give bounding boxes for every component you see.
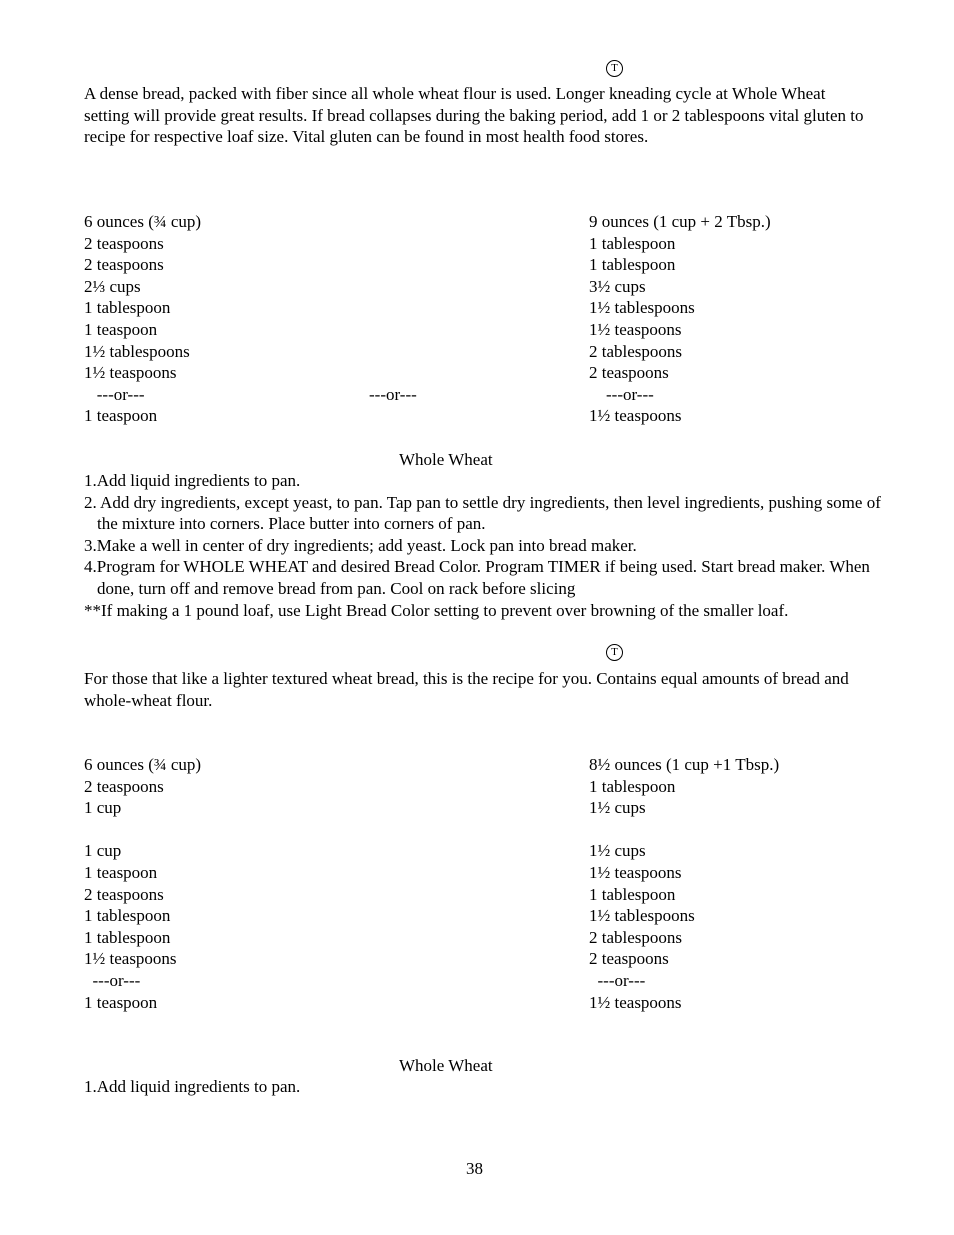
- amount-row: 1 teaspoon: [84, 406, 158, 426]
- amount-row: 2 teaspoons: [84, 776, 164, 796]
- recipe-description: A dense bread, packed with fiber since all whole wheat flour is used. Longer kneading cycle at Whole Wheat setting will provide great results. If bread collapses during the baking period, add 1 or 2 tablespoons vital gluten to recipe for respective loaf size. Vital gluten can be found in most health food stores.: [84, 84, 864, 146]
- amount-row: 1 teaspoon: [84, 862, 158, 882]
- amount-row: 1 teaspoon: [84, 319, 158, 339]
- amount-row: 2 teaspoons: [589, 363, 669, 383]
- amount-row: 1½ teaspoons: [84, 363, 177, 383]
- instruction-step: 1.Add liquid ingredients to pan.: [84, 471, 301, 490]
- amount-row: 1 teaspoon: [84, 992, 158, 1012]
- amount-row: 1 tablespoon: [589, 776, 676, 796]
- timer-icon: T: [606, 644, 623, 661]
- amount-row: [589, 819, 779, 841]
- amount-row: 2⅓ cups: [84, 276, 141, 296]
- timer-icon: T: [606, 60, 623, 77]
- amount-row: 1 tablespoon: [589, 233, 676, 253]
- page-number: 38: [466, 1159, 483, 1178]
- amount-row: 1½ teaspoons: [589, 992, 682, 1012]
- amount-row: 2 tablespoons: [589, 927, 683, 947]
- ingredient-amounts-left: [84, 211, 201, 427]
- amount-row: 2 teaspoons: [84, 255, 164, 275]
- amount-row: 3½ cups: [589, 276, 646, 296]
- amount-row: 1½ teaspoons: [589, 862, 682, 882]
- instructions: [84, 1076, 884, 1098]
- amount-row: 1 tablespoon: [84, 298, 171, 318]
- amount-row: 1½ teaspoons: [589, 319, 682, 339]
- amount-row: 2 tablespoons: [589, 341, 683, 361]
- amount-row: 1 cup: [84, 798, 122, 818]
- amount-row: 6 ounces (¾ cup): [84, 755, 202, 774]
- amount-row: 1 tablespoon: [84, 906, 171, 926]
- amount-row: 2 teaspoons: [589, 949, 669, 969]
- amount-row: [84, 819, 201, 841]
- amount-row: 1 tablespoon: [589, 884, 676, 904]
- instructions: [84, 470, 884, 621]
- amount-row: 1 tablespoon: [589, 255, 676, 275]
- setting-label: Whole Wheat: [399, 1056, 493, 1075]
- instruction-step: 1.Add liquid ingredients to pan.: [84, 1077, 301, 1096]
- amount-row: 1½ tablespoons: [589, 906, 695, 926]
- note: **If making a 1 pound loaf, use Light Bread Color setting to prevent over browning of the smaller loaf.: [84, 600, 789, 620]
- amount-row: 6 ounces (¾ cup): [84, 212, 202, 231]
- amount-row: 1½ teaspoons: [84, 949, 177, 969]
- setting-label: Whole Wheat: [399, 450, 493, 469]
- amount-row: 1½ teaspoons: [589, 406, 682, 426]
- ingredient-amounts-right: [589, 211, 771, 427]
- amount-row: 9 ounces (1 cup + 2 Tbsp.): [589, 212, 771, 231]
- amount-row: 1 tablespoon: [84, 927, 171, 947]
- amount-row: 2 teaspoons: [84, 884, 164, 904]
- amount-row: ---or---: [84, 970, 141, 990]
- instruction-step: 3.Make a well in center of dry ingredients; add yeast. Lock pan into bread maker.: [84, 535, 637, 555]
- instruction-step: 4.Program for WHOLE WHEAT and desired Bread Color. Program TIMER if being used. Start bread maker. When done, turn off and remove bread from pan. Cool on rack before slicing: [84, 557, 870, 598]
- amount-row: ---or---: [589, 970, 646, 990]
- amount-row: 1½ cups: [589, 798, 646, 818]
- middle-or-label: ---or---: [369, 385, 417, 404]
- amount-row: 1 cup: [84, 841, 122, 861]
- amount-row: ---or---: [84, 384, 145, 404]
- amount-row: 1½ tablespoons: [84, 341, 190, 361]
- ingredient-amounts-left: [84, 754, 201, 1013]
- instruction-step: 2. Add dry ingredients, except yeast, to pan. Tap pan to settle dry ingredients, then level ingredients, pushing some of the mixture into corners. Place butter into corners of pan.: [84, 492, 881, 534]
- amount-row: ---or---: [589, 384, 654, 404]
- amount-row: 1½ cups: [589, 841, 646, 861]
- amount-row: 1½ tablespoons: [589, 298, 695, 318]
- amount-row: 2 teaspoons: [84, 233, 164, 253]
- amount-row: 8½ ounces (1 cup +1 Tbsp.): [589, 755, 780, 774]
- ingredient-amounts-right: [589, 754, 779, 1013]
- recipe-description: For those that like a lighter textured wheat bread, this is the recipe for you. Contains equal amounts of bread and whole-wheat flour.: [84, 669, 849, 710]
